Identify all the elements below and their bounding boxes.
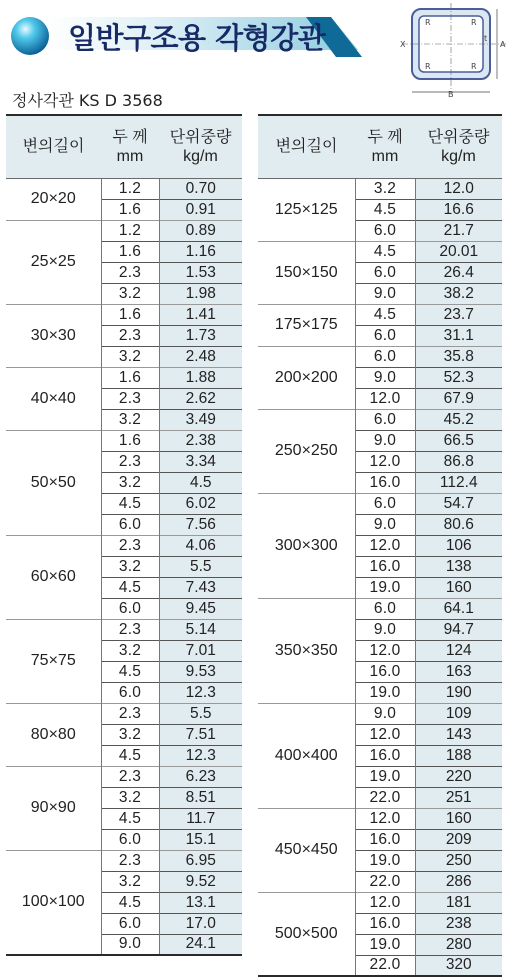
unit-weight-cell: 143 — [415, 724, 502, 745]
unit-weight-cell: 66.5 — [415, 430, 502, 451]
table-row — [258, 409, 502, 430]
thickness-cell: 3.2 — [101, 871, 159, 892]
unit-weight-cell: 20.01 — [415, 241, 502, 262]
thickness-cell: 1.6 — [101, 367, 159, 388]
thickness-cell: 19.0 — [355, 577, 415, 598]
unit-weight-cell: 11.7 — [159, 808, 242, 829]
title-banner — [6, 12, 362, 62]
thickness-cell: 16.0 — [355, 829, 415, 850]
svg-text:B: B — [448, 90, 454, 99]
side-length-cell: 50×50 — [6, 430, 101, 535]
table-row — [6, 220, 242, 241]
side-length-cell: 350×350 — [258, 598, 355, 703]
unit-weight-cell: 1.73 — [159, 325, 242, 346]
thickness-cell: 9.0 — [355, 283, 415, 304]
thickness-cell: 6.0 — [101, 682, 159, 703]
unit-weight-cell: 5.5 — [159, 703, 242, 724]
unit-weight-cell: 0.91 — [159, 199, 242, 220]
unit-weight-cell: 1.53 — [159, 262, 242, 283]
unit-weight-cell: 12.3 — [159, 682, 242, 703]
thickness-cell: 19.0 — [355, 850, 415, 871]
svg-text:R: R — [425, 62, 431, 71]
thickness-cell: 12.0 — [355, 724, 415, 745]
thickness-cell: 12.0 — [355, 640, 415, 661]
standard-subtitle: 정사각관 KS D 3568 — [12, 91, 163, 110]
table-header-row — [6, 115, 242, 178]
unit-weight-cell: 0.89 — [159, 220, 242, 241]
unit-weight-cell: 4.06 — [159, 535, 242, 556]
table-row — [6, 430, 242, 451]
side-length-cell: 500×500 — [258, 892, 355, 976]
spec-table-left — [6, 114, 242, 956]
thickness-cell: 16.0 — [355, 472, 415, 493]
side-length-cell: 25×25 — [6, 220, 101, 304]
thickness-cell: 6.0 — [355, 598, 415, 619]
header-side-length: 변의길이 — [258, 115, 355, 178]
thickness-cell: 4.5 — [101, 661, 159, 682]
thickness-cell: 2.3 — [101, 703, 159, 724]
thickness-cell: 12.0 — [355, 892, 415, 913]
unit-weight-cell: 16.6 — [415, 199, 502, 220]
unit-weight-cell: 238 — [415, 913, 502, 934]
spec-table-right — [258, 114, 502, 977]
unit-weight-cell: 4.5 — [159, 472, 242, 493]
unit-weight-cell: 190 — [415, 682, 502, 703]
unit-weight-cell: 1.16 — [159, 241, 242, 262]
thickness-cell: 2.3 — [101, 766, 159, 787]
page-title: 일반구조용 각형강관 — [68, 21, 326, 55]
unit-weight-cell: 2.62 — [159, 388, 242, 409]
unit-weight-cell: 1.98 — [159, 283, 242, 304]
thickness-cell: 16.0 — [355, 913, 415, 934]
thickness-cell: 1.6 — [101, 304, 159, 325]
unit-weight-cell: 9.45 — [159, 598, 242, 619]
side-length-cell: 100×100 — [6, 850, 101, 955]
thickness-cell: 9.0 — [355, 619, 415, 640]
thickness-cell: 16.0 — [355, 661, 415, 682]
unit-weight-cell: 181 — [415, 892, 502, 913]
table-body-right — [258, 178, 502, 976]
table-row — [258, 808, 502, 829]
unit-weight-cell: 13.1 — [159, 892, 242, 913]
unit-weight-cell: 163 — [415, 661, 502, 682]
thickness-cell: 3.2 — [101, 409, 159, 430]
unit-weight-cell: 80.6 — [415, 514, 502, 535]
side-length-cell: 300×300 — [258, 493, 355, 598]
side-length-cell: 30×30 — [6, 304, 101, 367]
unit-weight-cell: 67.9 — [415, 388, 502, 409]
unit-weight-cell: 188 — [415, 745, 502, 766]
unit-weight-cell: 6.02 — [159, 493, 242, 514]
thickness-cell: 19.0 — [355, 682, 415, 703]
thickness-cell: 3.2 — [355, 178, 415, 199]
thickness-cell: 6.0 — [101, 598, 159, 619]
unit-weight-cell: 3.34 — [159, 451, 242, 472]
unit-weight-cell: 280 — [415, 934, 502, 955]
unit-weight-cell: 45.2 — [415, 409, 502, 430]
thickness-cell: 9.0 — [355, 430, 415, 451]
unit-weight-cell: 54.7 — [415, 493, 502, 514]
thickness-cell: 4.5 — [355, 199, 415, 220]
thickness-cell: 4.5 — [101, 493, 159, 514]
thickness-cell: 16.0 — [355, 745, 415, 766]
unit-weight-cell: 138 — [415, 556, 502, 577]
thickness-cell: 2.3 — [101, 262, 159, 283]
thickness-cell: 1.6 — [101, 241, 159, 262]
thickness-cell: 22.0 — [355, 787, 415, 808]
thickness-cell: 22.0 — [355, 955, 415, 976]
svg-text:t: t — [484, 34, 488, 43]
table-header-row — [258, 115, 502, 178]
unit-weight-cell: 26.4 — [415, 262, 502, 283]
unit-weight-cell: 9.53 — [159, 661, 242, 682]
square-tube-cross-section-diagram — [400, 3, 508, 98]
unit-weight-cell: 9.52 — [159, 871, 242, 892]
thickness-cell: 9.0 — [355, 703, 415, 724]
unit-weight-cell: 320 — [415, 955, 502, 976]
table-row — [6, 367, 242, 388]
table-row — [6, 850, 242, 871]
svg-text:R: R — [471, 18, 477, 27]
thickness-cell: 22.0 — [355, 871, 415, 892]
side-length-cell: 20×20 — [6, 178, 101, 220]
thickness-cell: 6.0 — [101, 514, 159, 535]
svg-text:R: R — [425, 18, 431, 27]
thickness-cell: 4.5 — [101, 745, 159, 766]
unit-weight-cell: 220 — [415, 766, 502, 787]
table-row — [258, 703, 502, 724]
thickness-cell: 9.0 — [355, 367, 415, 388]
unit-weight-cell: 8.51 — [159, 787, 242, 808]
side-length-cell: 125×125 — [258, 178, 355, 241]
unit-weight-cell: 15.1 — [159, 829, 242, 850]
unit-weight-cell: 7.51 — [159, 724, 242, 745]
thickness-cell: 3.2 — [101, 472, 159, 493]
unit-weight-cell: 2.38 — [159, 430, 242, 451]
thickness-cell: 16.0 — [355, 556, 415, 577]
unit-weight-cell: 109 — [415, 703, 502, 724]
thickness-cell: 6.0 — [355, 220, 415, 241]
header — [0, 0, 510, 99]
unit-weight-cell: 7.43 — [159, 577, 242, 598]
thickness-cell: 3.2 — [101, 724, 159, 745]
svg-text:A: A — [500, 40, 506, 49]
unit-weight-cell: 7.56 — [159, 514, 242, 535]
thickness-cell: 1.6 — [101, 199, 159, 220]
unit-weight-cell: 112.4 — [415, 472, 502, 493]
thickness-cell: 6.0 — [101, 829, 159, 850]
thickness-cell: 4.5 — [355, 304, 415, 325]
thickness-cell: 12.0 — [355, 808, 415, 829]
thickness-cell: 9.0 — [355, 514, 415, 535]
unit-weight-cell: 1.41 — [159, 304, 242, 325]
table-row — [258, 241, 502, 262]
thickness-cell: 9.0 — [101, 934, 159, 955]
thickness-cell: 6.0 — [355, 325, 415, 346]
table-body-left — [6, 178, 242, 955]
unit-weight-cell: 31.1 — [415, 325, 502, 346]
thickness-cell: 1.6 — [101, 430, 159, 451]
unit-weight-cell: 6.23 — [159, 766, 242, 787]
header-thickness: 두 께 mm — [355, 115, 415, 178]
thickness-cell: 12.0 — [355, 388, 415, 409]
unit-weight-cell: 286 — [415, 871, 502, 892]
thickness-cell: 6.0 — [101, 913, 159, 934]
header-unit-weight: 단위중량 kg/m — [415, 115, 502, 178]
thickness-cell: 2.3 — [101, 619, 159, 640]
thickness-cell: 2.3 — [101, 451, 159, 472]
thickness-cell: 1.2 — [101, 220, 159, 241]
thickness-cell: 6.0 — [355, 409, 415, 430]
unit-weight-cell: 86.8 — [415, 451, 502, 472]
unit-weight-cell: 7.01 — [159, 640, 242, 661]
unit-weight-cell: 250 — [415, 850, 502, 871]
unit-weight-cell: 52.3 — [415, 367, 502, 388]
thickness-cell: 3.2 — [101, 346, 159, 367]
unit-weight-cell: 160 — [415, 808, 502, 829]
unit-weight-cell: 6.95 — [159, 850, 242, 871]
unit-weight-cell: 64.1 — [415, 598, 502, 619]
unit-weight-cell: 0.70 — [159, 178, 242, 199]
side-length-cell: 175×175 — [258, 304, 355, 346]
side-length-cell: 80×80 — [6, 703, 101, 766]
svg-text:X: X — [400, 40, 406, 49]
table-row — [6, 766, 242, 787]
thickness-cell: 3.2 — [101, 283, 159, 304]
header-side-length: 변의길이 — [6, 115, 101, 178]
unit-weight-cell: 3.49 — [159, 409, 242, 430]
side-length-cell: 450×450 — [258, 808, 355, 892]
unit-weight-cell: 2.48 — [159, 346, 242, 367]
table-row — [6, 535, 242, 556]
side-length-cell: 40×40 — [6, 367, 101, 430]
thickness-cell: 6.0 — [355, 346, 415, 367]
unit-weight-cell: 24.1 — [159, 934, 242, 955]
unit-weight-cell: 124 — [415, 640, 502, 661]
side-length-cell: 90×90 — [6, 766, 101, 850]
thickness-cell: 2.3 — [101, 325, 159, 346]
side-length-cell: 150×150 — [258, 241, 355, 304]
header-unit-weight: 단위중량 kg/m — [159, 115, 242, 178]
thickness-cell: 12.0 — [355, 535, 415, 556]
thickness-cell: 4.5 — [101, 892, 159, 913]
table-row — [6, 619, 242, 640]
sphere-icon — [11, 17, 49, 55]
thickness-cell: 4.5 — [355, 241, 415, 262]
unit-weight-cell: 17.0 — [159, 913, 242, 934]
table-row — [258, 178, 502, 199]
table-row — [258, 892, 502, 913]
table-row — [6, 703, 242, 724]
unit-weight-cell: 209 — [415, 829, 502, 850]
unit-weight-cell: 106 — [415, 535, 502, 556]
thickness-cell: 6.0 — [355, 493, 415, 514]
header-thickness: 두 께 mm — [101, 115, 159, 178]
thickness-cell: 12.0 — [355, 451, 415, 472]
table-row — [6, 304, 242, 325]
thickness-cell: 4.5 — [101, 808, 159, 829]
unit-weight-cell: 5.5 — [159, 556, 242, 577]
table-row — [258, 346, 502, 367]
unit-weight-cell: 94.7 — [415, 619, 502, 640]
unit-weight-cell: 38.2 — [415, 283, 502, 304]
unit-weight-cell: 23.7 — [415, 304, 502, 325]
thickness-cell: 6.0 — [355, 262, 415, 283]
thickness-cell: 2.3 — [101, 850, 159, 871]
thickness-cell: 19.0 — [355, 766, 415, 787]
unit-weight-cell: 35.8 — [415, 346, 502, 367]
svg-text:R: R — [471, 62, 477, 71]
unit-weight-cell: 1.88 — [159, 367, 242, 388]
thickness-cell: 4.5 — [101, 577, 159, 598]
unit-weight-cell: 160 — [415, 577, 502, 598]
unit-weight-cell: 21.7 — [415, 220, 502, 241]
table-row — [258, 493, 502, 514]
thickness-cell: 19.0 — [355, 934, 415, 955]
thickness-cell: 3.2 — [101, 787, 159, 808]
table-row — [258, 598, 502, 619]
unit-weight-cell: 5.14 — [159, 619, 242, 640]
side-length-cell: 250×250 — [258, 409, 355, 493]
side-length-cell: 400×400 — [258, 703, 355, 808]
side-length-cell: 200×200 — [258, 346, 355, 409]
thickness-cell: 3.2 — [101, 640, 159, 661]
table-row — [258, 304, 502, 325]
unit-weight-cell: 12.0 — [415, 178, 502, 199]
unit-weight-cell: 251 — [415, 787, 502, 808]
side-length-cell: 75×75 — [6, 619, 101, 703]
thickness-cell: 2.3 — [101, 388, 159, 409]
thickness-cell: 2.3 — [101, 535, 159, 556]
table-row — [6, 178, 242, 199]
thickness-cell: 1.2 — [101, 178, 159, 199]
thickness-cell: 3.2 — [101, 556, 159, 577]
unit-weight-cell: 12.3 — [159, 745, 242, 766]
side-length-cell: 60×60 — [6, 535, 101, 619]
